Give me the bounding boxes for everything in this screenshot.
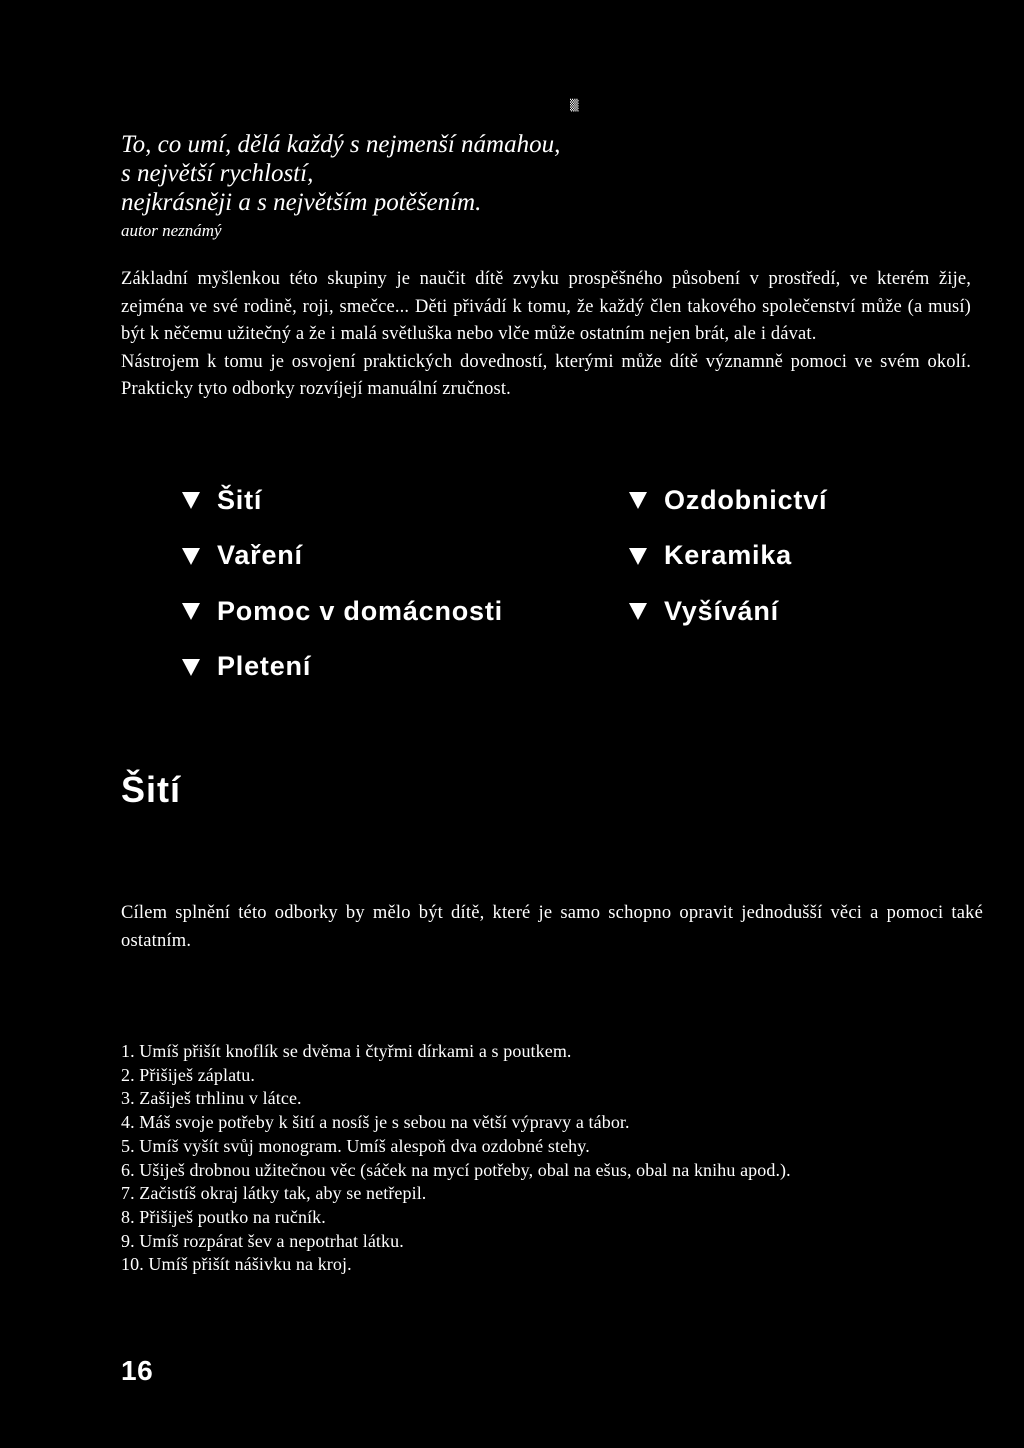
badge-item-pleteni — [182, 647, 503, 687]
triangle-down-icon — [629, 492, 647, 509]
badge-label: Šití — [217, 484, 263, 515]
triangle-down-icon — [629, 603, 647, 620]
quote-line-2: s největší rychlostí, — [121, 160, 314, 187]
badge-item-keramika — [629, 536, 827, 576]
page-number: 16 — [121, 1355, 154, 1386]
badge-item-vysivani — [629, 591, 827, 631]
triangle-down-icon — [182, 603, 200, 620]
badge-item-vareni — [182, 536, 503, 576]
section-goal: Cílem splnění této odborky by mělo být dítě, které je samo schopno opravit jednodušší věci a pomoci také ostatním. — [121, 903, 983, 951]
quote-line-1: To, co umí, dělá každý s nejmenší námahou, — [121, 131, 561, 158]
triangle-down-icon — [182, 659, 200, 676]
intro-text — [121, 266, 971, 404]
task-item: 4. Máš svoje potřeby k šití a nosíš je s sebou na větší výpravy a tábor. — [121, 1112, 630, 1133]
badge-label: Ozdobnictví — [664, 484, 828, 515]
intro-paragraph-1: Základní myšlenkou této skupiny je naučit dítě zvyku prospěšného působení v prostředí, ve kterém žije, zejména ve své rodině, roji, smečce... Děti přivádí k tomu, že každý člen takového společenství může (a musí) být k něčemu užitečný a že i malá světluška nebo vlče může ostatním nejen brát, ale i dávat. — [121, 269, 971, 344]
badge-label: Vaření — [217, 540, 303, 571]
triangle-down-icon — [182, 492, 200, 509]
badge-label: Pomoc v domácnosti — [217, 595, 503, 626]
task-list — [121, 1040, 981, 1277]
badge-label: Pletení — [217, 651, 312, 682]
task-item: 1. Umíš přišít knoflík se dvěma i čtyřmi dírkami a s poutkem. — [121, 1041, 572, 1061]
task-item: 6. Ušiješ drobnou užitečnou věc (sáček na mycí potřeby, obal na ešus, obal na knihu apod.). — [121, 1159, 791, 1180]
task-item: 9. Umíš rozpárat šev a nepotrhat látku. — [121, 1230, 404, 1251]
badge-item-pomoc-v-domacnosti — [182, 591, 503, 631]
badge-item-siti — [182, 480, 503, 520]
task-item: 3. Zašiješ trhlinu v látce. — [121, 1088, 302, 1109]
triangle-down-icon — [629, 548, 647, 565]
badge-column-left — [182, 480, 503, 702]
badge-list — [182, 480, 882, 700]
section-title: Šití — [121, 769, 182, 810]
task-item: 7. Začistíš okraj látky tak, aby se netřepil. — [121, 1183, 427, 1204]
task-item: 2. Přišiješ záplatu. — [121, 1064, 255, 1085]
epigraph-quote — [121, 130, 681, 241]
task-item: 5. Umíš vyšít svůj monogram. Umíš alespoň dva ozdobné stehy. — [121, 1135, 590, 1156]
task-item: 10. Umíš přišít nášivku na kroj. — [121, 1254, 352, 1275]
badge-label: Keramika — [664, 540, 792, 571]
ornament-icon: ▒ — [570, 99, 579, 112]
intro-paragraph-2: Nástrojem k tomu je osvojení praktických dovedností, kterými může dítě významně pomoci ve svém okolí. Prakticky tyto odborky rozvíjejí manuální zručnost. — [121, 351, 971, 399]
badge-column-right — [629, 480, 827, 647]
triangle-down-icon — [182, 548, 200, 565]
badge-label: Vyšívání — [664, 595, 779, 626]
quote-author: autor neznámý — [121, 221, 222, 240]
task-item: 8. Přišiješ poutko na ručník. — [121, 1206, 326, 1227]
badge-item-ozdobnictvi — [629, 480, 827, 520]
quote-line-3: nejkrásněji a s největším potěšením. — [121, 189, 482, 216]
